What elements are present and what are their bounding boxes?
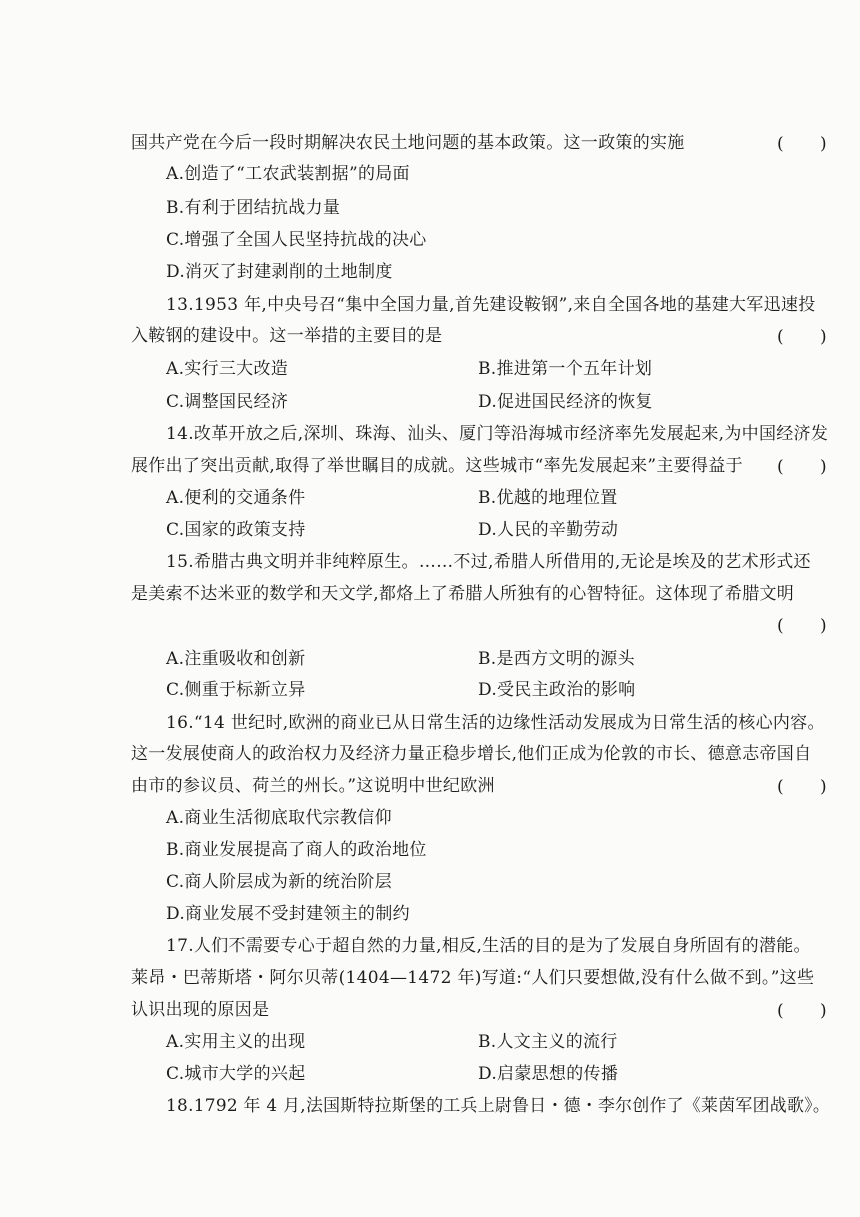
answer-paren-close: ) [820,616,827,636]
option-b: B.有利于团结抗战力量 [166,198,341,218]
answer-paren-close: ) [820,457,827,477]
question-17-stem-line1: 17.人们不需要专心于超自然的力量,相反,生活的目的是为了发展自身所固有的潜能。 [166,936,811,956]
answer-paren-close: ) [820,1001,827,1021]
option-b: B.推进第一个五年计划 [478,359,653,379]
question-14-stem-line2: 展作出了突出贡献,取得了举世瞩目的成就。这些城市“率先发展起来”主要得益于 [131,456,743,476]
question-16-stem-line3: 由市的参议员、荷兰的州长。”这说明中世纪欧洲 [131,776,495,796]
option-b: B.优越的地理位置 [478,488,618,508]
option-b: B.是西方文明的源头 [478,649,635,669]
answer-paren-open: ( [777,457,784,477]
answer-paren-close: ) [820,777,827,797]
option-d: D.商业发展不受封建领主的制约 [166,904,410,924]
answer-paren-open: ( [777,1001,784,1021]
question-13-stem-line2: 入鞍钢的建设中。这一举措的主要目的是 [131,326,443,346]
question-16-stem-line2: 这一发展使商人的政治权力及经济力量正稳步增长,他们正成为伦敦的市长、德意志帝国自 [131,744,812,764]
answer-paren-open: ( [777,777,784,797]
option-a: A.商业生活彻底取代宗教信仰 [166,808,392,828]
option-d: D.促进国民经济的恢复 [478,392,653,412]
option-a: A.实行三大改造 [166,359,289,379]
option-c: C.调整国民经济 [166,392,289,412]
answer-paren-open: ( [777,134,784,154]
question-13-stem-line1: 13.1953 年,中央号召“集中全国力量,首先建设鞍钢”,来自全国各地的基建大军迅速投 [166,295,816,315]
option-a: A.便利的交通条件 [166,488,306,508]
question-16-stem-line1: 16.“14 世纪时,欧洲的商业已从日常生活的边缘性活动发展成为日常生活的核心内容。 [166,713,825,733]
option-a: A.实用主义的出现 [166,1032,306,1052]
question-18-stem-line1: 18.1792 年 4 月,法国斯特拉斯堡的工兵上尉鲁日・德・李尔创作了《莱茵军团战歌》。 [166,1096,831,1116]
option-d: D.启蒙思想的传播 [478,1064,619,1084]
question-15-stem-line2: 是美索不达米亚的数学和天文学,都烙上了希腊人所独有的心智特征。这体现了希腊文明 [131,584,795,604]
answer-paren-close: ) [820,134,827,154]
question-14-stem-line1: 14.改革开放之后,深圳、珠海、汕头、厦门等沿海城市经济率先发展起来,为中国经济发 [166,424,829,444]
option-d: D.消灭了封建剥削的土地制度 [166,262,393,282]
question-17-stem-line3: 认识出现的原因是 [131,1000,270,1020]
option-c: C.增强了全国人民坚持抗战的决心 [166,230,427,250]
option-b: B.商业发展提高了商人的政治地位 [166,840,427,860]
option-a: A.注重吸收和创新 [166,649,306,669]
option-c: C.侧重于标新立异 [166,680,306,700]
option-c: C.国家的政策支持 [166,520,306,540]
option-c: C.商人阶层成为新的统治阶层 [166,872,393,892]
question-stem: 国共产党在今后一段时期解决农民土地问题的基本政策。这一政策的实施 [131,133,685,153]
answer-paren-open: ( [777,616,784,636]
option-b: B.人文主义的流行 [478,1032,618,1052]
option-c: C.城市大学的兴起 [166,1064,306,1084]
question-15-stem-line1: 15.希腊古典文明并非纯粹原生。……不过,希腊人所借用的,无论是埃及的艺术形式还 [166,552,811,572]
option-d: D.受民主政治的影响 [478,680,636,700]
answer-paren-open: ( [777,327,784,347]
answer-paren-close: ) [820,327,827,347]
option-a: A.创造了“工农武装割据”的局面 [166,164,410,184]
question-17-stem-line2: 莱昂・巴蒂斯塔・阿尔贝蒂(1404—1472 年)写道:“人们只要想做,没有什么做不到。”这些 [131,968,815,988]
option-d: D.人民的辛勤劳动 [478,520,619,540]
